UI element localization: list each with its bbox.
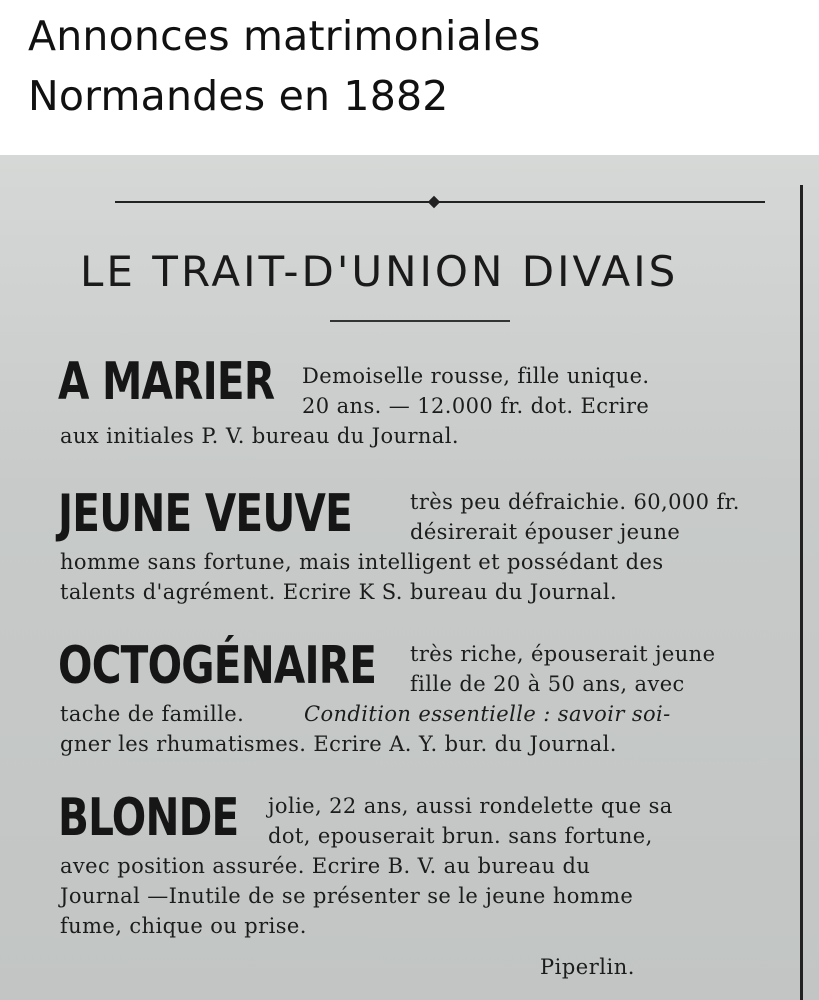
ad-line: désirerait épouser jeune	[410, 520, 681, 544]
ad-line: tache de famille.	[60, 702, 245, 726]
ad-line: aux initiales P. V. bureau du Journal.	[60, 424, 459, 448]
ad-heading: BLONDE	[58, 788, 239, 848]
ad-line: avec position assurée. Ecrire B. V. au bureau du	[60, 854, 591, 878]
ad-line: dot, epouserait brun. sans fortune,	[268, 824, 653, 848]
ad-line: très peu défraichie. 60,000 fr.	[410, 490, 740, 514]
ad-line: homme sans fortune, mais intelligent et possédant des	[60, 550, 664, 574]
signature: Piperlin.	[540, 955, 635, 979]
ad-heading: A MARIER	[58, 352, 275, 412]
ad-line: Journal —Inutile de se présenter se le jeune homme	[60, 884, 634, 908]
ad-line: Demoiselle rousse, fille unique.	[302, 364, 650, 388]
ad-line-italic	[304, 699, 671, 729]
post-caption	[28, 6, 808, 126]
ad-line: talents d'agrément. Ecrire K S. bureau du Journal.	[60, 580, 618, 604]
ad-italic-text: Condition essentielle : savoir soi-	[304, 702, 671, 726]
ad-line: jolie, 22 ans, aussi rondelette que sa	[268, 794, 673, 818]
newspaper-clipping-image	[0, 155, 819, 1000]
ad-line: fume, chique ou prise.	[60, 914, 307, 938]
ad-line: gner les rhumatismes. Ecrire A. Y. bur. du Journal.	[60, 732, 617, 756]
ad-line: 20 ans. — 12.000 fr. dot. Ecrire	[302, 394, 650, 418]
column-rule	[800, 185, 803, 1000]
caption-line-2: Normandes en 1882	[28, 72, 449, 120]
ad-line: très riche, épouserait jeune	[410, 642, 716, 666]
ad-heading: OCTOGÉNAIRE	[58, 636, 377, 696]
ad-heading: JEUNE VEUVE	[58, 484, 353, 544]
newspaper-section-title: LE TRAIT-D'UNION DIVAIS	[80, 247, 679, 296]
title-divider	[330, 320, 510, 322]
caption-line-1: Annonces matrimoniales	[28, 12, 541, 60]
ad-line: fille de 20 à 50 ans, avec	[410, 672, 685, 696]
